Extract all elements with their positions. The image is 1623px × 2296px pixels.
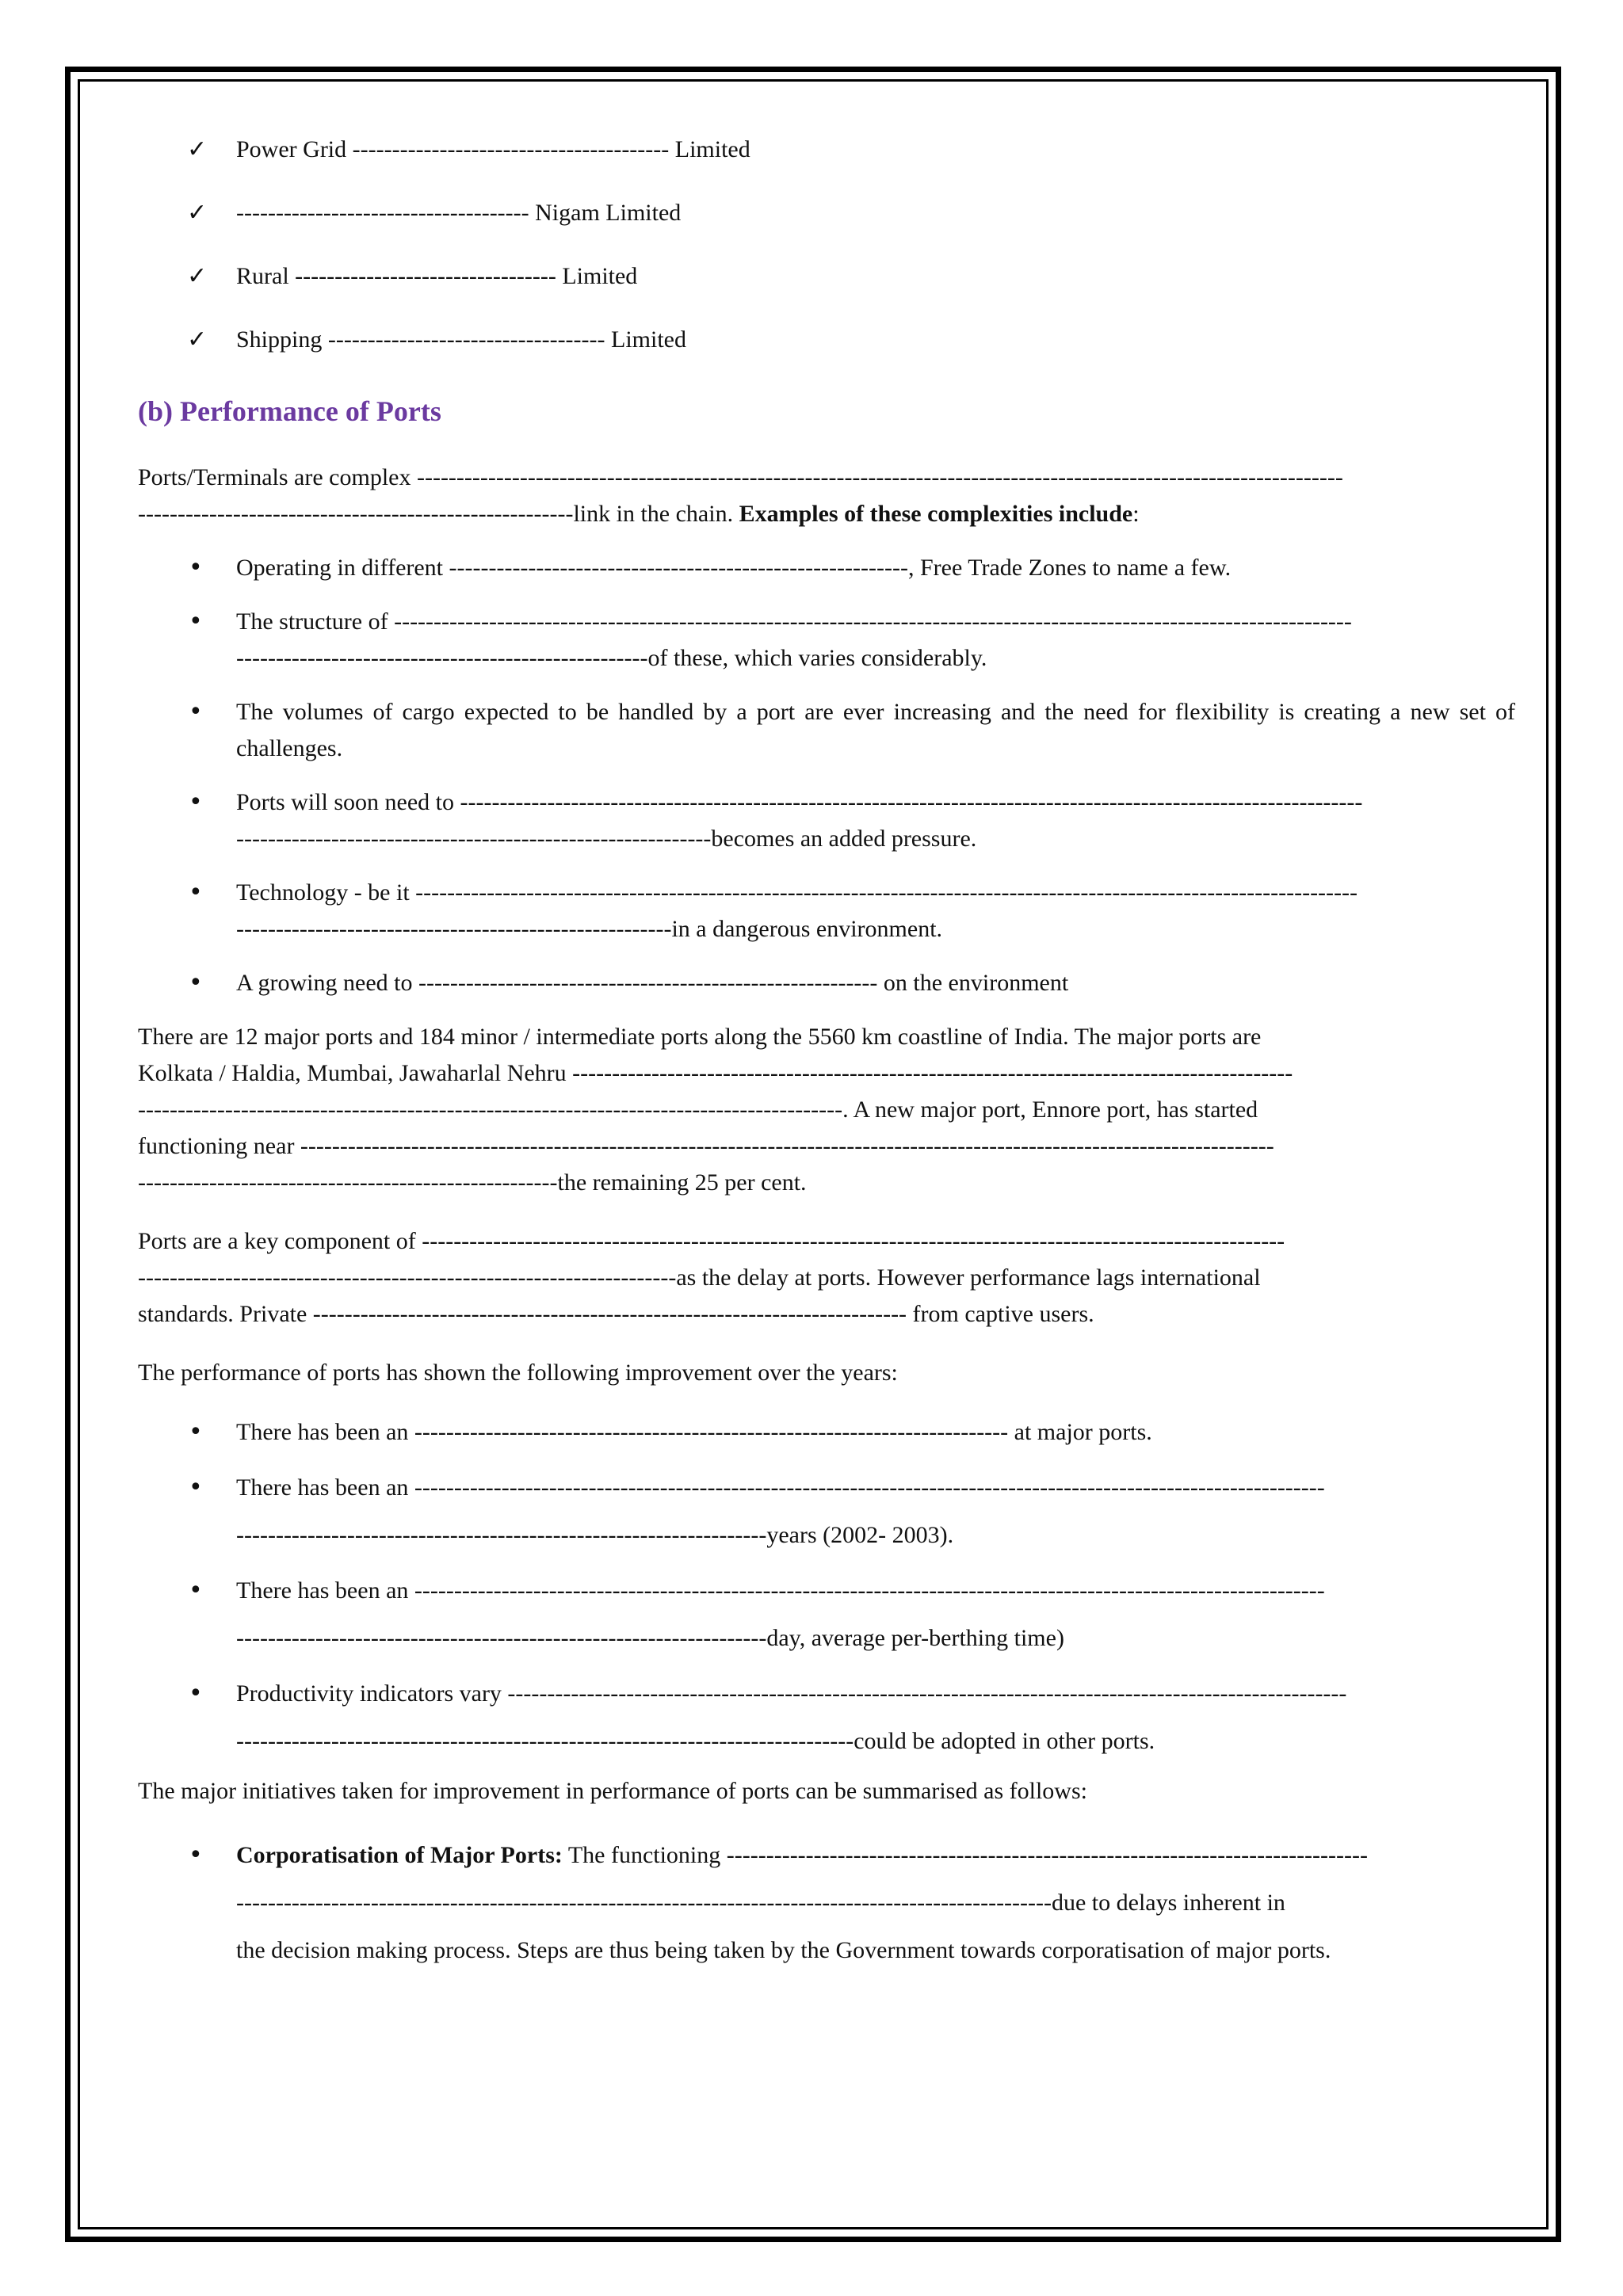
bullet-icon: • bbox=[189, 1418, 203, 1446]
bullet-icon: • bbox=[189, 1474, 203, 1501]
checkmark-icon: ✓ bbox=[187, 135, 208, 163]
complexities-list bbox=[138, 550, 1515, 1001]
bullet-icon: • bbox=[189, 969, 203, 997]
checkmark-icon: ✓ bbox=[187, 199, 208, 227]
list-item: • There has been an ------------------------------------------------------------------------------------------------------------------- -------------------------------------------------------------------day, average per-berthing time) bbox=[138, 1567, 1515, 1662]
bullet-icon: • bbox=[189, 554, 203, 582]
list-item: • Corporatisation of Major Ports: The functioning --------------------------------------------------------------------------------- -------------------------------------------------------------------------------------------------------due to delays inherent in the decision making process. Steps are thus being taken by the Government towards corporatisation of major ports. bbox=[138, 1832, 1515, 1974]
bullet-icon: • bbox=[189, 1680, 203, 1707]
list-item: • The volumes of cargo expected to be handled by a port are ever increasing and the need for flexibility is creating a new set of challenges. bbox=[138, 694, 1515, 767]
bullet-icon: • bbox=[189, 608, 203, 635]
paragraph-key-component: Ports are a key component of ------------------------------------------------------------------------------------------------------------- --------------------------------------------------------------------as the delay at ports. However performance lags international standards. Private --------------------------------------------------------------------------- from captive users. bbox=[138, 1228, 1285, 1327]
list-item: • Operating in different ----------------------------------------------------------, Free Trade Zones to name a few. bbox=[138, 550, 1515, 586]
paragraph-improvement-intro: The performance of ports has shown the following improvement over the years: bbox=[138, 1360, 898, 1386]
bullet-icon: • bbox=[189, 1577, 203, 1604]
bullet-icon: • bbox=[189, 879, 203, 906]
company-checklist bbox=[138, 132, 1515, 358]
section-heading: (b) Performance of Ports bbox=[138, 395, 441, 427]
checkmark-icon: ✓ bbox=[187, 262, 208, 290]
list-item: • Ports will soon need to ------------------------------------------------------------------------------------------------------------------ ------------------------------------------------------------becomes an added pressure. bbox=[138, 784, 1515, 857]
checklist-item: ✓ Rural --------------------------------- Limited bbox=[138, 258, 1515, 295]
paragraph-major-ports: There are 12 major ports and 184 minor / intermediate ports along the 5560 km coastline of India. The major ports are Kolkata / Haldia, Mumbai, Jawaharlal Nehru ------------------------------------------------------------------------------------------- -----------------------------------------------------------------------------------------. A new major port, Ennore port, has started functioning near --------------------------------------------------------------------------------------------------------------------------- -----------------------------------------------------the remaining 25 per cent. bbox=[138, 1024, 1293, 1196]
checklist-item: ✓ Shipping ----------------------------------- Limited bbox=[138, 322, 1515, 358]
list-item: • There has been an --------------------------------------------------------------------------- at major ports. bbox=[138, 1409, 1515, 1456]
list-item: • There has been an ------------------------------------------------------------------------------------------------------------------- -------------------------------------------------------------------years (2002- 2003). bbox=[138, 1464, 1515, 1559]
bullet-icon: • bbox=[189, 698, 203, 726]
paragraph-complexities: Ports/Terminals are complex --------------------------------------------------------------------------------------------------------------------- -------------------------------------------------------link in the chain. Examples of these complexities include: bbox=[138, 464, 1343, 527]
document-body bbox=[138, 132, 1515, 1992]
bullet-icon: • bbox=[189, 1841, 203, 1869]
improvement-list bbox=[138, 1409, 1515, 1765]
checklist-item: ✓ ------------------------------------- Nigam Limited bbox=[138, 195, 1515, 231]
paragraph-initiatives-intro: The major initiatives taken for improvement in performance of ports can be summarised as follows: bbox=[138, 1778, 1087, 1804]
list-item: • The structure of ------------------------------------------------------------------------------------------------------------------------- ----------------------------------------------------of these, which varies considerably. bbox=[138, 604, 1515, 677]
checkmark-icon: ✓ bbox=[187, 326, 208, 353]
initiatives-list bbox=[138, 1832, 1515, 1974]
list-item: • Productivity indicators vary ---------------------------------------------------------------------------------------------------------- ------------------------------------------------------------------------------could be adopted in other ports. bbox=[138, 1670, 1515, 1765]
bullet-icon: • bbox=[189, 788, 203, 816]
list-item: • A growing need to ---------------------------------------------------------- on the environment bbox=[138, 965, 1515, 1001]
checklist-item: ✓ Power Grid ---------------------------------------- Limited bbox=[138, 132, 1515, 168]
list-item: • Technology - be it ----------------------------------------------------------------------------------------------------------------------- -------------------------------------------------------in a dangerous environment. bbox=[138, 875, 1515, 948]
